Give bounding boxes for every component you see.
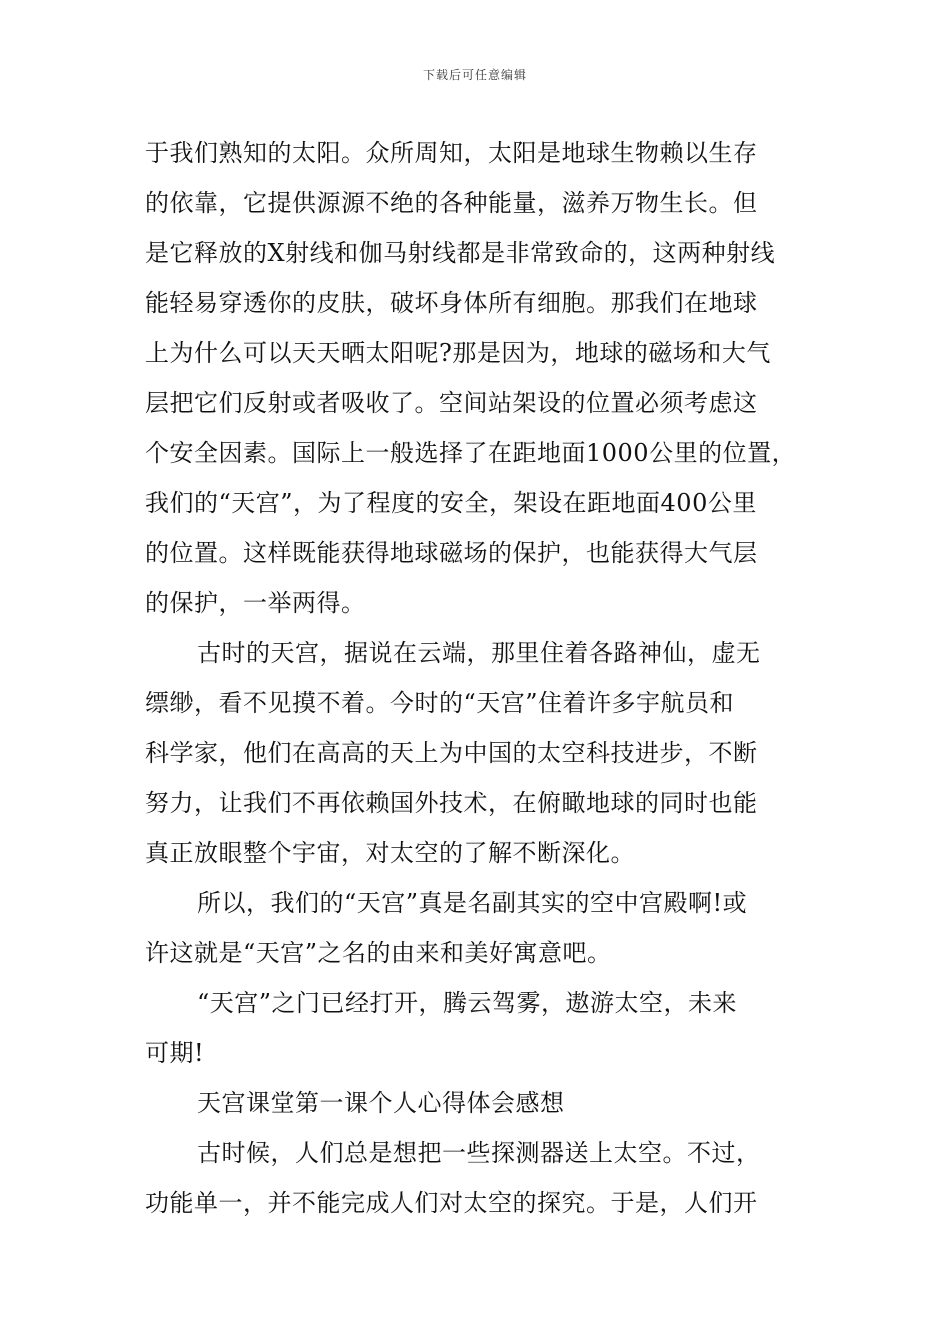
paragraph-start-line: 所以，我们的“天宫”真是名副其实的空中宫殿啊!或 — [197, 889, 748, 917]
text-line: 的位置。这样既能获得地球磁场的保护，也能获得大气层 — [145, 539, 758, 567]
text-line: 的依靠，它提供源源不绝的各种能量，滋养万物生长。但 — [145, 189, 758, 217]
text-line: 个安全因素。国际上一般选择了在距地面1000公里的位置， — [145, 439, 797, 467]
section-heading: 天宫课堂第一课个人心得体会感想 — [197, 1089, 565, 1117]
text-line: 可期! — [145, 1039, 205, 1067]
text-line: 缥缈，看不见摸不着。今时的“天宫”住着许多宇航员和 — [145, 689, 735, 717]
text-line: 上为什么可以天天晒太阳呢?那是因为，地球的磁场和大气 — [145, 339, 771, 367]
paragraph-start-line: 古时的天宫，据说在云端，那里住着各路神仙，虚无 — [197, 639, 761, 667]
text-line: 我们的“天宫”，为了程度的安全，架设在距地面400公里 — [145, 489, 757, 517]
paragraph-start-line: “天宫”之门已经打开，腾云驾雾，遨游太空，未来 — [197, 989, 738, 1017]
text-line: 真正放眼整个宇宙，对太空的了解不断深化。 — [145, 839, 635, 867]
text-line: 许这就是“天宫”之名的由来和美好寓意吧。 — [145, 939, 612, 967]
text-line: 努力，让我们不再依赖国外技术，在俯瞰地球的同时也能 — [145, 789, 758, 817]
text-line: 层把它们反射或者吸收了。空间站架设的位置必须考虑这 — [145, 389, 758, 417]
page-header: 下载后可任意编辑 — [422, 68, 527, 82]
document-body — [145, 128, 815, 1228]
text-line: 是它释放的X射线和伽马射线都是非常致命的，这两种射线 — [145, 239, 776, 267]
text-line: 科学家，他们在高高的天上为中国的太空科技进步，不断 — [145, 739, 758, 767]
text-line: 能轻易穿透你的皮肤，破坏身体所有细胞。那我们在地球 — [145, 289, 758, 317]
text-line: 于我们熟知的太阳。众所周知，太阳是地球生物赖以生存 — [145, 139, 758, 167]
text-line: 功能单一，并不能完成人们对太空的探究。于是，人们开 — [145, 1189, 758, 1217]
paragraph-start-line: 古时候，人们总是想把一些探测器送上太空。不过， — [197, 1139, 761, 1167]
text-line: 的保护，一举两得。 — [145, 589, 366, 617]
